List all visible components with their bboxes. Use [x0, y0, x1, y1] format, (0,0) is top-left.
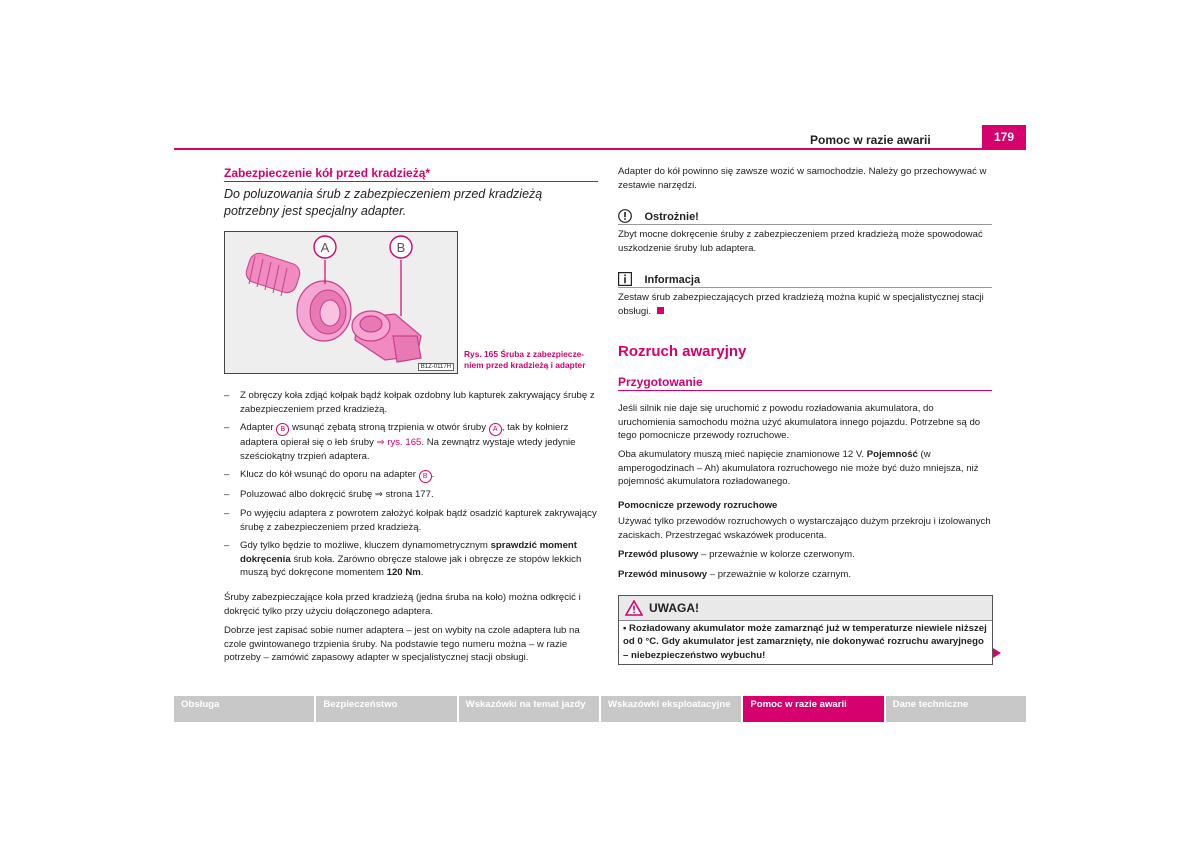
plus-cable-line [618, 548, 992, 562]
warning-box [618, 595, 993, 665]
nav-tab[interactable]: Dane techniczne [886, 696, 1026, 722]
step-item [224, 488, 598, 502]
step-item [224, 421, 598, 463]
info-icon [618, 272, 632, 286]
nav-tab[interactable]: Wskazówki na temat jazdy [459, 696, 599, 722]
subsection-title: Przygotowanie [618, 375, 703, 389]
bold-term: Pojemność [866, 449, 918, 460]
section-rule [224, 181, 598, 182]
step-text: śrub koła. Zarówno obręcze stalowe jak i obręcze ze stopów lekkich muszą być dokręcone momentem [240, 553, 582, 579]
bullet-icon: • [623, 623, 630, 634]
chapter-title: Rozruch awaryjny [618, 343, 747, 360]
nav-tab[interactable]: Pomoc w razie awarii [743, 696, 883, 722]
nav-tab[interactable]: Wskazówki eksploatacyjne [601, 696, 741, 722]
end-mark-icon [657, 307, 664, 314]
circle-label-b: B [419, 470, 432, 483]
step-text: Klucz do kół wsunąć do oporu na adapter [240, 469, 416, 481]
step-text: Gdy tylko będzie to możliwe, kluczem dynamometrycznym [240, 540, 488, 552]
step-text: Adapter [240, 422, 274, 434]
minus-cable-label: Przewód minusowy [618, 569, 708, 580]
info-text: Zestaw śrub zabezpieczających przed kradzieżą można kupić w specjalistycznej stacji obsługi. [618, 292, 984, 317]
plus-cable-text: – przeważnie w kolorze czerwonym. [701, 549, 855, 560]
warning-header [619, 596, 992, 621]
minus-cable-line [618, 568, 992, 582]
step-text: Po wyjęciu adaptera z powrotem założyć kołpak bądź osadzić kapturek zakrywający śrubę z zabezpieczeniem przed kradzieżą. [240, 507, 597, 533]
step-bold: sprawdzić moment dokręcenia [240, 540, 577, 565]
running-header: Pomoc w razie awarii [810, 133, 931, 147]
subsection-rule [618, 390, 992, 391]
steps-list-container [224, 389, 598, 585]
info-text-block [618, 291, 992, 318]
info-heading [618, 270, 700, 288]
step-item [224, 539, 598, 580]
step-item [224, 507, 598, 534]
step-text: , tak by kołnierz adaptera opierał się o łeb śruby [240, 422, 569, 449]
warning-text: Rozładowany akumulator może zamarznąć już w temperaturze niewiele niższej od 0 °C. Gdy akumulator jest zamarznięty, nie dokonywać rozruchu awaryjnego – niebezpieczeństwo wybuchu! [623, 623, 987, 661]
step-text: . [420, 567, 424, 579]
warning-text-block [623, 622, 987, 662]
torque-value: 120 Nm [386, 567, 421, 579]
paragraph: Adapter do kół powinno się zawsze wozić w samochodzie. Należy go przechowywać w zestawie narzędzi. [618, 166, 987, 191]
warning-triangle-icon [625, 600, 643, 616]
paragraph: Używać tylko przewodów rozruchowych o wystarczająco dużym przekroju i izolowanych zaciskach. Przestrzegać wskazówek producenta. [618, 516, 991, 541]
plus-cable-label: Przewód plusowy [618, 549, 699, 560]
bolt-adapter-illustration [225, 232, 457, 373]
step-text: wsunąć zębatą stroną trzpienia w otwór śruby [291, 422, 487, 434]
step-item [224, 389, 598, 416]
paragraph: Dobrze jest zapisać sobie numer adaptera – jest on wybity na czole adaptera lub na czole gwintowanego trzpienia śruby. Na podstawie tego numeru można – w razie potrzeby – zamówić zapasowy adapter w specjalistycznej stacji obsługi. [224, 625, 580, 664]
section-lead: Do poluzowania śrub z zabezpieczeniem przed kradzieżą potrzebny jest specjalny adapter. [224, 187, 543, 218]
step-text: . Na zewnątrz wystaje wtedy jedynie sześciokątny trzpień adaptera. [240, 437, 576, 462]
step-item [224, 468, 598, 483]
minus-cable-text: – przeważnie w kolorze czarnym. [709, 569, 851, 580]
label-b: B [396, 240, 406, 255]
caution-rule [618, 224, 992, 225]
paragraph-text: Oba akumulatory muszą mieć napięcie znamionowe 12 V. [618, 449, 865, 460]
caution-text: Zbyt mocne dokręcenie śruby z zabezpieczeniem przed kradzieżą może spowodować uszkodzenie śruby lub adaptera. [618, 229, 983, 254]
figure-code: B1Z-0117H [418, 363, 454, 371]
step-text: Poluzować albo dokręcić śrubę ⇒ strona 177. [240, 489, 434, 501]
steps-list [224, 389, 598, 580]
paragraph: Śruby zabezpieczające koła przed kradzieżą (jedna śruba na koło) można odkręcić i dokręcić tylko przy użyciu dołączonego adaptera. [224, 592, 581, 617]
figure-caption: Rys. 165 Śruba z zabezpiecze- niem przed kradzieżą i adapter [464, 349, 586, 370]
nav-tab[interactable]: Obsługa [174, 696, 314, 722]
header-rule [174, 148, 1026, 150]
warning-title: UWAGA! [649, 601, 699, 615]
caution-title: Ostrożnie! [644, 211, 699, 223]
exclamation-icon [618, 209, 632, 223]
circle-label-b: B [276, 423, 289, 436]
paragraph: Jeśli silnik nie daje się uruchomić z powodu rozładowania akumulatora, do uruchomienia samochodu można użyć akumulatora innego pojazdu. Potrzebne są do tego pomocnicze przewody rozruchowe. [618, 403, 981, 442]
figure-link[interactable]: ⇒ rys. 165 [376, 437, 422, 449]
bolt-adapter-figure [224, 231, 458, 374]
cables-heading: Pomocnicze przewody rozruchowe [618, 500, 778, 511]
label-a: A [320, 240, 330, 255]
continue-arrow-icon [993, 648, 1001, 658]
info-title: Informacja [644, 274, 701, 286]
page-number: 179 [982, 125, 1026, 149]
section-title: Zabezpieczenie kół przed kradzieżą* [224, 166, 431, 180]
info-rule [618, 287, 992, 288]
step-text: . [431, 469, 435, 481]
nav-tab[interactable]: Bezpieczeństwo [316, 696, 456, 722]
step-text: Z obręczy koła zdjąć kołpak bądź kołpak ozdobny lub kapturek zakrywający śrubę z zabezpieczeniem przed kradzieżą. [240, 390, 595, 415]
battery-paragraph [618, 448, 992, 489]
chapter-nav [174, 696, 1026, 722]
caution-heading [618, 207, 699, 225]
circle-label-a: A [489, 423, 502, 436]
paragraph-text: (w amperogodzinach – Ah) akumulatora rozruchowego nie może być dużo mniejsza, niż pojemność akumulatora rozładowanego. [618, 449, 979, 488]
